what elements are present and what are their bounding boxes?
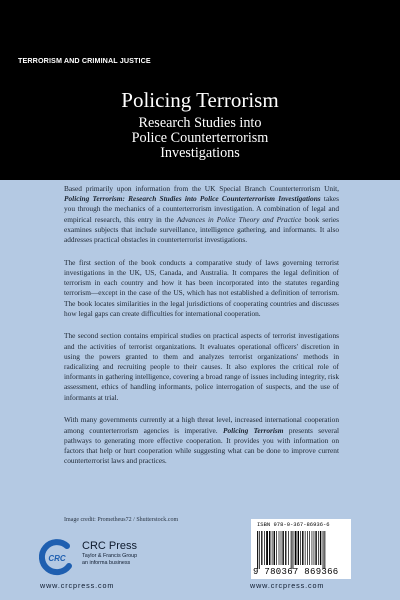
description-paragraph-1 (64, 184, 339, 245)
barcode-bar (307, 531, 308, 565)
isbn-number: ISBN 978-0-367-86936-6 (257, 521, 330, 528)
ean-number: 9 780367 869366 (253, 567, 339, 577)
barcode-bar (272, 531, 273, 565)
book-title-emphasis: Policing Terrorism (222, 425, 284, 435)
description-paragraph-4 (64, 415, 339, 466)
barcode-bar (302, 531, 303, 565)
barcode-bar (309, 531, 310, 565)
barcode-bar (305, 531, 306, 565)
logo-letters: CRC (48, 554, 66, 563)
barcode-bar (266, 531, 268, 565)
crc-logo-icon (38, 538, 76, 576)
subtitle-line: Police Counterterrorism (131, 130, 269, 146)
subtitle-line: Investigations (160, 145, 240, 161)
barcode-bar (314, 531, 315, 565)
description-paragraph-3: The second section contains empirical studies on practical aspects of terrorist investigations and the activities of terrorist organizations. It evaluates operational officers' discretion in using the powers granted to them and analyzes terrorist organizations' methods in radicalizing and recruiting people to their causes. It also explores the critical role of informants in gathering intelligence, covering a broad range of issues including integrity, risk assessment, ethics of handling informants, police interrogation of suspects, and the use of informants at trial. (64, 331, 339, 402)
paragraph-text: Based primarily upon information from the UK Special Branch Counterterrorism Unit, (64, 184, 339, 193)
barcode-bars (256, 531, 346, 569)
paragraph-text: book series examines subjects that include surveillance, intelligence gathering, and informants. It also addresses practical obstacles in counterterrorist investigations. (64, 214, 339, 245)
barcode-bar (295, 531, 297, 565)
barcode-bar (323, 531, 324, 569)
barcode-bar (291, 531, 292, 569)
barcode-bar (276, 531, 277, 565)
barcode-bar (259, 531, 260, 569)
barcode-bar (257, 531, 258, 569)
barcode-bar (318, 531, 319, 565)
barcode-bar (285, 531, 286, 565)
paragraph-text: presents several pathways to generating more effective cooperation. It provides you with information on factors that help or hurt cooperation while suggesting what can be done to improve current counterterrorist laws and practices. (64, 425, 339, 466)
subtitle-line: Research Studies into (138, 115, 262, 131)
paragraph-text: With many governments currently at a high threat level, increased international cooperation among counterterrorism agencies is imperative. (64, 415, 339, 435)
book-description (64, 184, 339, 479)
barcode-bar (269, 531, 270, 565)
publisher-name: CRC Press (82, 540, 138, 552)
barcode-bar (274, 531, 275, 565)
publisher-url-right: www.crcpress.com (250, 581, 325, 590)
publisher-tagline: an informa business (82, 560, 131, 566)
publisher-url: www.crcpress.com (40, 581, 115, 590)
book-subtitle (0, 116, 400, 161)
publisher-group: Taylor & Francis Group (82, 553, 138, 559)
series-label: TERRORISM AND CRIMINAL JUSTICE (18, 56, 151, 65)
isbn-barcode (251, 519, 351, 579)
barcode-bar (320, 531, 321, 565)
barcode-bar (293, 531, 294, 569)
book-title: Policing Terrorism (121, 88, 279, 112)
barcode-bar (312, 531, 313, 565)
barcode-bar (282, 531, 283, 565)
publisher-logo (38, 528, 178, 588)
description-paragraph-2: The first section of the book conducts a comparative study of laws governing terrorist investigations in the UK, US, Canada, and Australia. It compares the legal definition of terrorism in each country and how it has been incorporated into the statutes regarding terrorism—except in the case of the US, which has not established a definition of terrorism. The book locates similarities in the legal jurisdictions of cooperating countries and discusses how legal gaps can create difficulties for international cooperation. (64, 257, 339, 318)
barcode-bar (300, 531, 301, 565)
barcode-bar (298, 531, 299, 565)
barcode-bar (315, 531, 316, 565)
paragraph-text: takes you through the mechanics of a counterterrorism investigation. A combination of legal and empirical research, this entry in the (64, 194, 339, 224)
barcode-bar (281, 531, 282, 565)
barcode-bar (279, 531, 280, 565)
image-credit: Image credit: Prometheus72 / Shutterstock.com (64, 517, 179, 523)
series-title-emphasis: Advances in Police Theory and Practice (176, 214, 302, 224)
barcode-bar (264, 531, 265, 565)
barcode-bar (261, 531, 262, 565)
barcode-bar (288, 531, 289, 565)
barcode-bar (324, 531, 325, 569)
book-title-emphasis: Policing Terrorism: Research Studies into Police Counterterrorism Investigations (64, 194, 321, 204)
